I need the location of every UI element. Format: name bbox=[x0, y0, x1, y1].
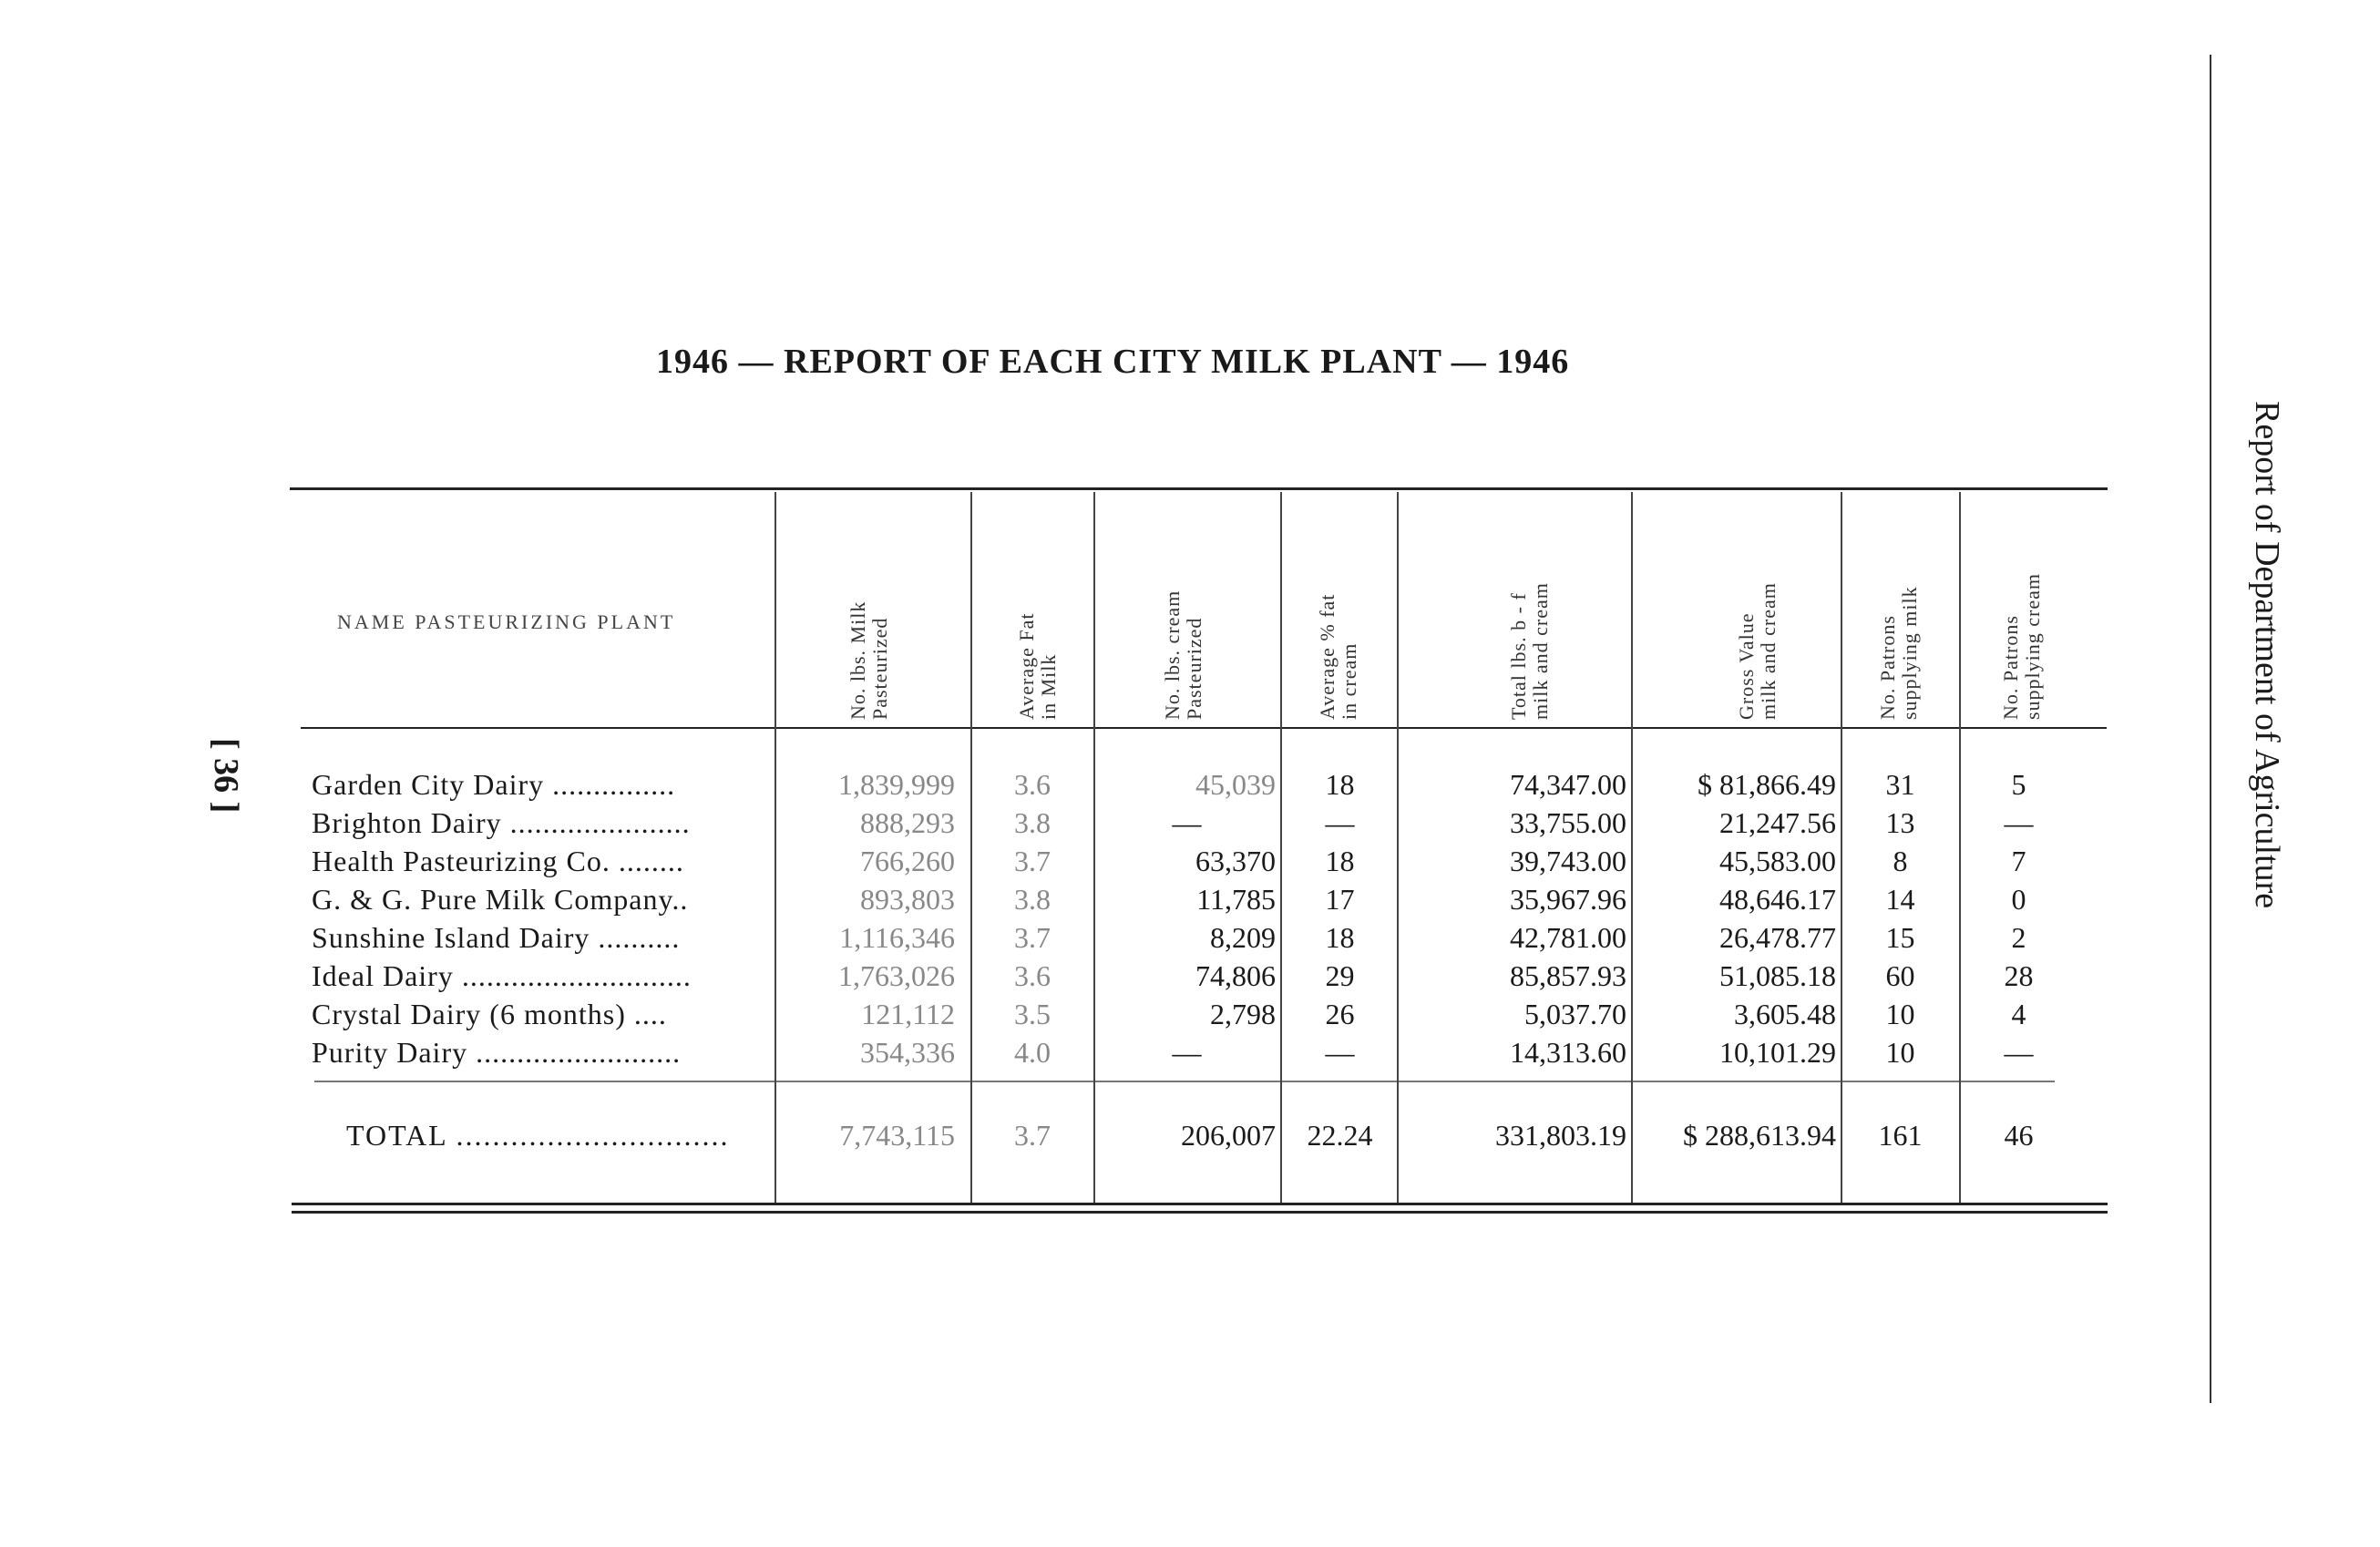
header-patrons-milk: No. Patrons supplying milk bbox=[1876, 586, 1921, 720]
header-plant-name: NAME PASTEURIZING PLANT bbox=[337, 610, 676, 633]
margin-rule bbox=[2210, 55, 2211, 1403]
patrons-milk: 8 bbox=[1893, 845, 1908, 877]
table-row bbox=[0, 806, 2380, 845]
total-bf: 74,347.00 bbox=[1510, 768, 1626, 801]
cream-lbs: 45,039 bbox=[1195, 768, 1276, 801]
plant-name: G. & G. Pure Milk Company.. bbox=[312, 883, 689, 916]
table-top-rule bbox=[290, 487, 2108, 490]
gross-value: $ 81,866.49 bbox=[1698, 768, 1836, 801]
header-total-bf: Total lbs. b - f milk and cream bbox=[1507, 582, 1552, 720]
cream-lbs: — bbox=[1172, 806, 1202, 839]
patrons-cream: — bbox=[2004, 806, 2034, 839]
total-bf: 42,781.00 bbox=[1510, 921, 1626, 954]
header-bottom-rule bbox=[301, 727, 2107, 729]
fat-cream: 18 bbox=[1325, 921, 1355, 954]
gross-value: 10,101.29 bbox=[1719, 1036, 1836, 1069]
total-bf: 39,743.00 bbox=[1510, 845, 1626, 877]
milk-lbs: 121,112 bbox=[861, 998, 955, 1030]
patrons-milk: 14 bbox=[1885, 883, 1915, 916]
plant-name: Brighton Dairy ...................... bbox=[312, 806, 691, 839]
page-number: [ 36 ] bbox=[207, 738, 245, 814]
table-row bbox=[0, 998, 2380, 1036]
fat-milk: 3.6 bbox=[1014, 959, 1051, 992]
cream-lbs: 8,209 bbox=[1210, 921, 1276, 954]
milk-lbs: 1,763,026 bbox=[838, 959, 955, 992]
fat-cream: 29 bbox=[1325, 959, 1355, 992]
fat-cream: — bbox=[1325, 1036, 1355, 1069]
table-row bbox=[0, 845, 2380, 883]
total-gross-value: $ 288,613.94 bbox=[1683, 1119, 1836, 1152]
gross-value: 48,646.17 bbox=[1719, 883, 1836, 916]
milk-lbs: 893,803 bbox=[860, 883, 955, 916]
table-bottom-rule-1 bbox=[292, 1203, 2108, 1205]
fat-cream: 17 bbox=[1325, 883, 1355, 916]
fat-milk: 4.0 bbox=[1014, 1036, 1051, 1069]
fat-milk: 3.8 bbox=[1014, 883, 1051, 916]
total-patrons-cream: 46 bbox=[2004, 1119, 2034, 1152]
patrons-cream: 28 bbox=[2004, 959, 2034, 992]
milk-lbs: 1,116,346 bbox=[839, 921, 955, 954]
total-cream-lbs: 206,007 bbox=[1181, 1119, 1276, 1152]
fat-cream: 18 bbox=[1325, 768, 1355, 801]
fat-cream: 26 bbox=[1325, 998, 1355, 1030]
gross-value: 51,085.18 bbox=[1719, 959, 1836, 992]
patrons-milk: 10 bbox=[1885, 998, 1915, 1030]
fat-milk: 3.8 bbox=[1014, 806, 1051, 839]
patrons-cream: 0 bbox=[2011, 883, 2026, 916]
patrons-cream: 4 bbox=[2011, 998, 2026, 1030]
header-patrons-cream: No. Patrons supplying cream bbox=[1999, 572, 2044, 720]
patrons-milk: 60 bbox=[1885, 959, 1915, 992]
header-milk-lbs: No. lbs. Milk Pasteurized bbox=[846, 600, 891, 720]
table-row bbox=[0, 921, 2380, 959]
total-bf: 85,857.93 bbox=[1510, 959, 1626, 992]
total-milk-lbs: 7,743,115 bbox=[839, 1119, 955, 1152]
cream-lbs: 74,806 bbox=[1195, 959, 1276, 992]
patrons-milk: 10 bbox=[1885, 1036, 1915, 1069]
total-separator-rule bbox=[314, 1081, 2055, 1082]
total-fat-cream: 22.24 bbox=[1307, 1119, 1373, 1152]
fat-milk: 3.7 bbox=[1014, 845, 1051, 877]
running-head: Report of Department of Agriculture bbox=[2248, 401, 2286, 909]
patrons-cream: 7 bbox=[2011, 845, 2026, 877]
cream-lbs: 2,798 bbox=[1210, 998, 1276, 1030]
total-fat-milk: 3.7 bbox=[1014, 1119, 1051, 1152]
milk-lbs: 766,260 bbox=[860, 845, 955, 877]
page-title: 1946 — REPORT OF EACH CITY MILK PLANT — 1946 bbox=[656, 343, 1570, 381]
gross-value: 21,247.56 bbox=[1719, 806, 1836, 839]
plant-name: Health Pasteurizing Co. ........ bbox=[312, 845, 684, 877]
header-gross-value: Gross Value milk and cream bbox=[1735, 582, 1780, 720]
patrons-cream: 2 bbox=[2011, 921, 2026, 954]
gross-value: 26,478.77 bbox=[1719, 921, 1836, 954]
patrons-cream: — bbox=[2004, 1036, 2034, 1069]
header-fat-milk: Average Fat in Milk bbox=[1015, 612, 1060, 720]
plant-name: Garden City Dairy ............... bbox=[312, 768, 676, 801]
patrons-cream: 5 bbox=[2011, 768, 2026, 801]
cream-lbs: 11,785 bbox=[1196, 883, 1276, 916]
plant-name: Ideal Dairy ............................ bbox=[312, 959, 692, 992]
table-row bbox=[0, 1036, 2380, 1074]
total-bf: 35,967.96 bbox=[1510, 883, 1626, 916]
table-bottom-rule-2 bbox=[292, 1211, 2108, 1214]
milk-lbs: 354,336 bbox=[860, 1036, 955, 1069]
fat-cream: 18 bbox=[1325, 845, 1355, 877]
plant-name: Purity Dairy ......................... bbox=[312, 1036, 682, 1069]
cream-lbs: 63,370 bbox=[1195, 845, 1276, 877]
fat-milk: 3.5 bbox=[1014, 998, 1051, 1030]
total-label: TOTAL .............................. bbox=[346, 1119, 730, 1152]
gross-value: 45,583.00 bbox=[1719, 845, 1836, 877]
cream-lbs: — bbox=[1172, 1036, 1202, 1069]
patrons-milk: 31 bbox=[1885, 768, 1915, 801]
patrons-milk: 13 bbox=[1885, 806, 1915, 839]
table-row bbox=[0, 959, 2380, 998]
fat-milk: 3.6 bbox=[1014, 768, 1051, 801]
total-row bbox=[0, 1119, 2380, 1157]
fat-cream: — bbox=[1325, 806, 1355, 839]
plant-name: Crystal Dairy (6 months) .... bbox=[312, 998, 667, 1030]
header-cream-lbs: No. lbs. cream Pasteurized bbox=[1161, 589, 1205, 720]
gross-value: 3,605.48 bbox=[1734, 998, 1836, 1030]
total-bf: 5,037.70 bbox=[1524, 998, 1626, 1030]
total-bf-value: 331,803.19 bbox=[1495, 1119, 1626, 1152]
table-row bbox=[0, 883, 2380, 921]
milk-lbs: 888,293 bbox=[860, 806, 955, 839]
fat-milk: 3.7 bbox=[1014, 921, 1051, 954]
plant-name: Sunshine Island Dairy .......... bbox=[312, 921, 681, 954]
total-bf: 33,755.00 bbox=[1510, 806, 1626, 839]
patrons-milk: 15 bbox=[1885, 921, 1915, 954]
total-bf: 14,313.60 bbox=[1510, 1036, 1626, 1069]
table-row bbox=[0, 768, 2380, 806]
total-patrons-milk: 161 bbox=[1878, 1119, 1923, 1152]
milk-lbs: 1,839,999 bbox=[838, 768, 955, 801]
header-fat-cream: Average % fat in cream bbox=[1316, 593, 1360, 720]
